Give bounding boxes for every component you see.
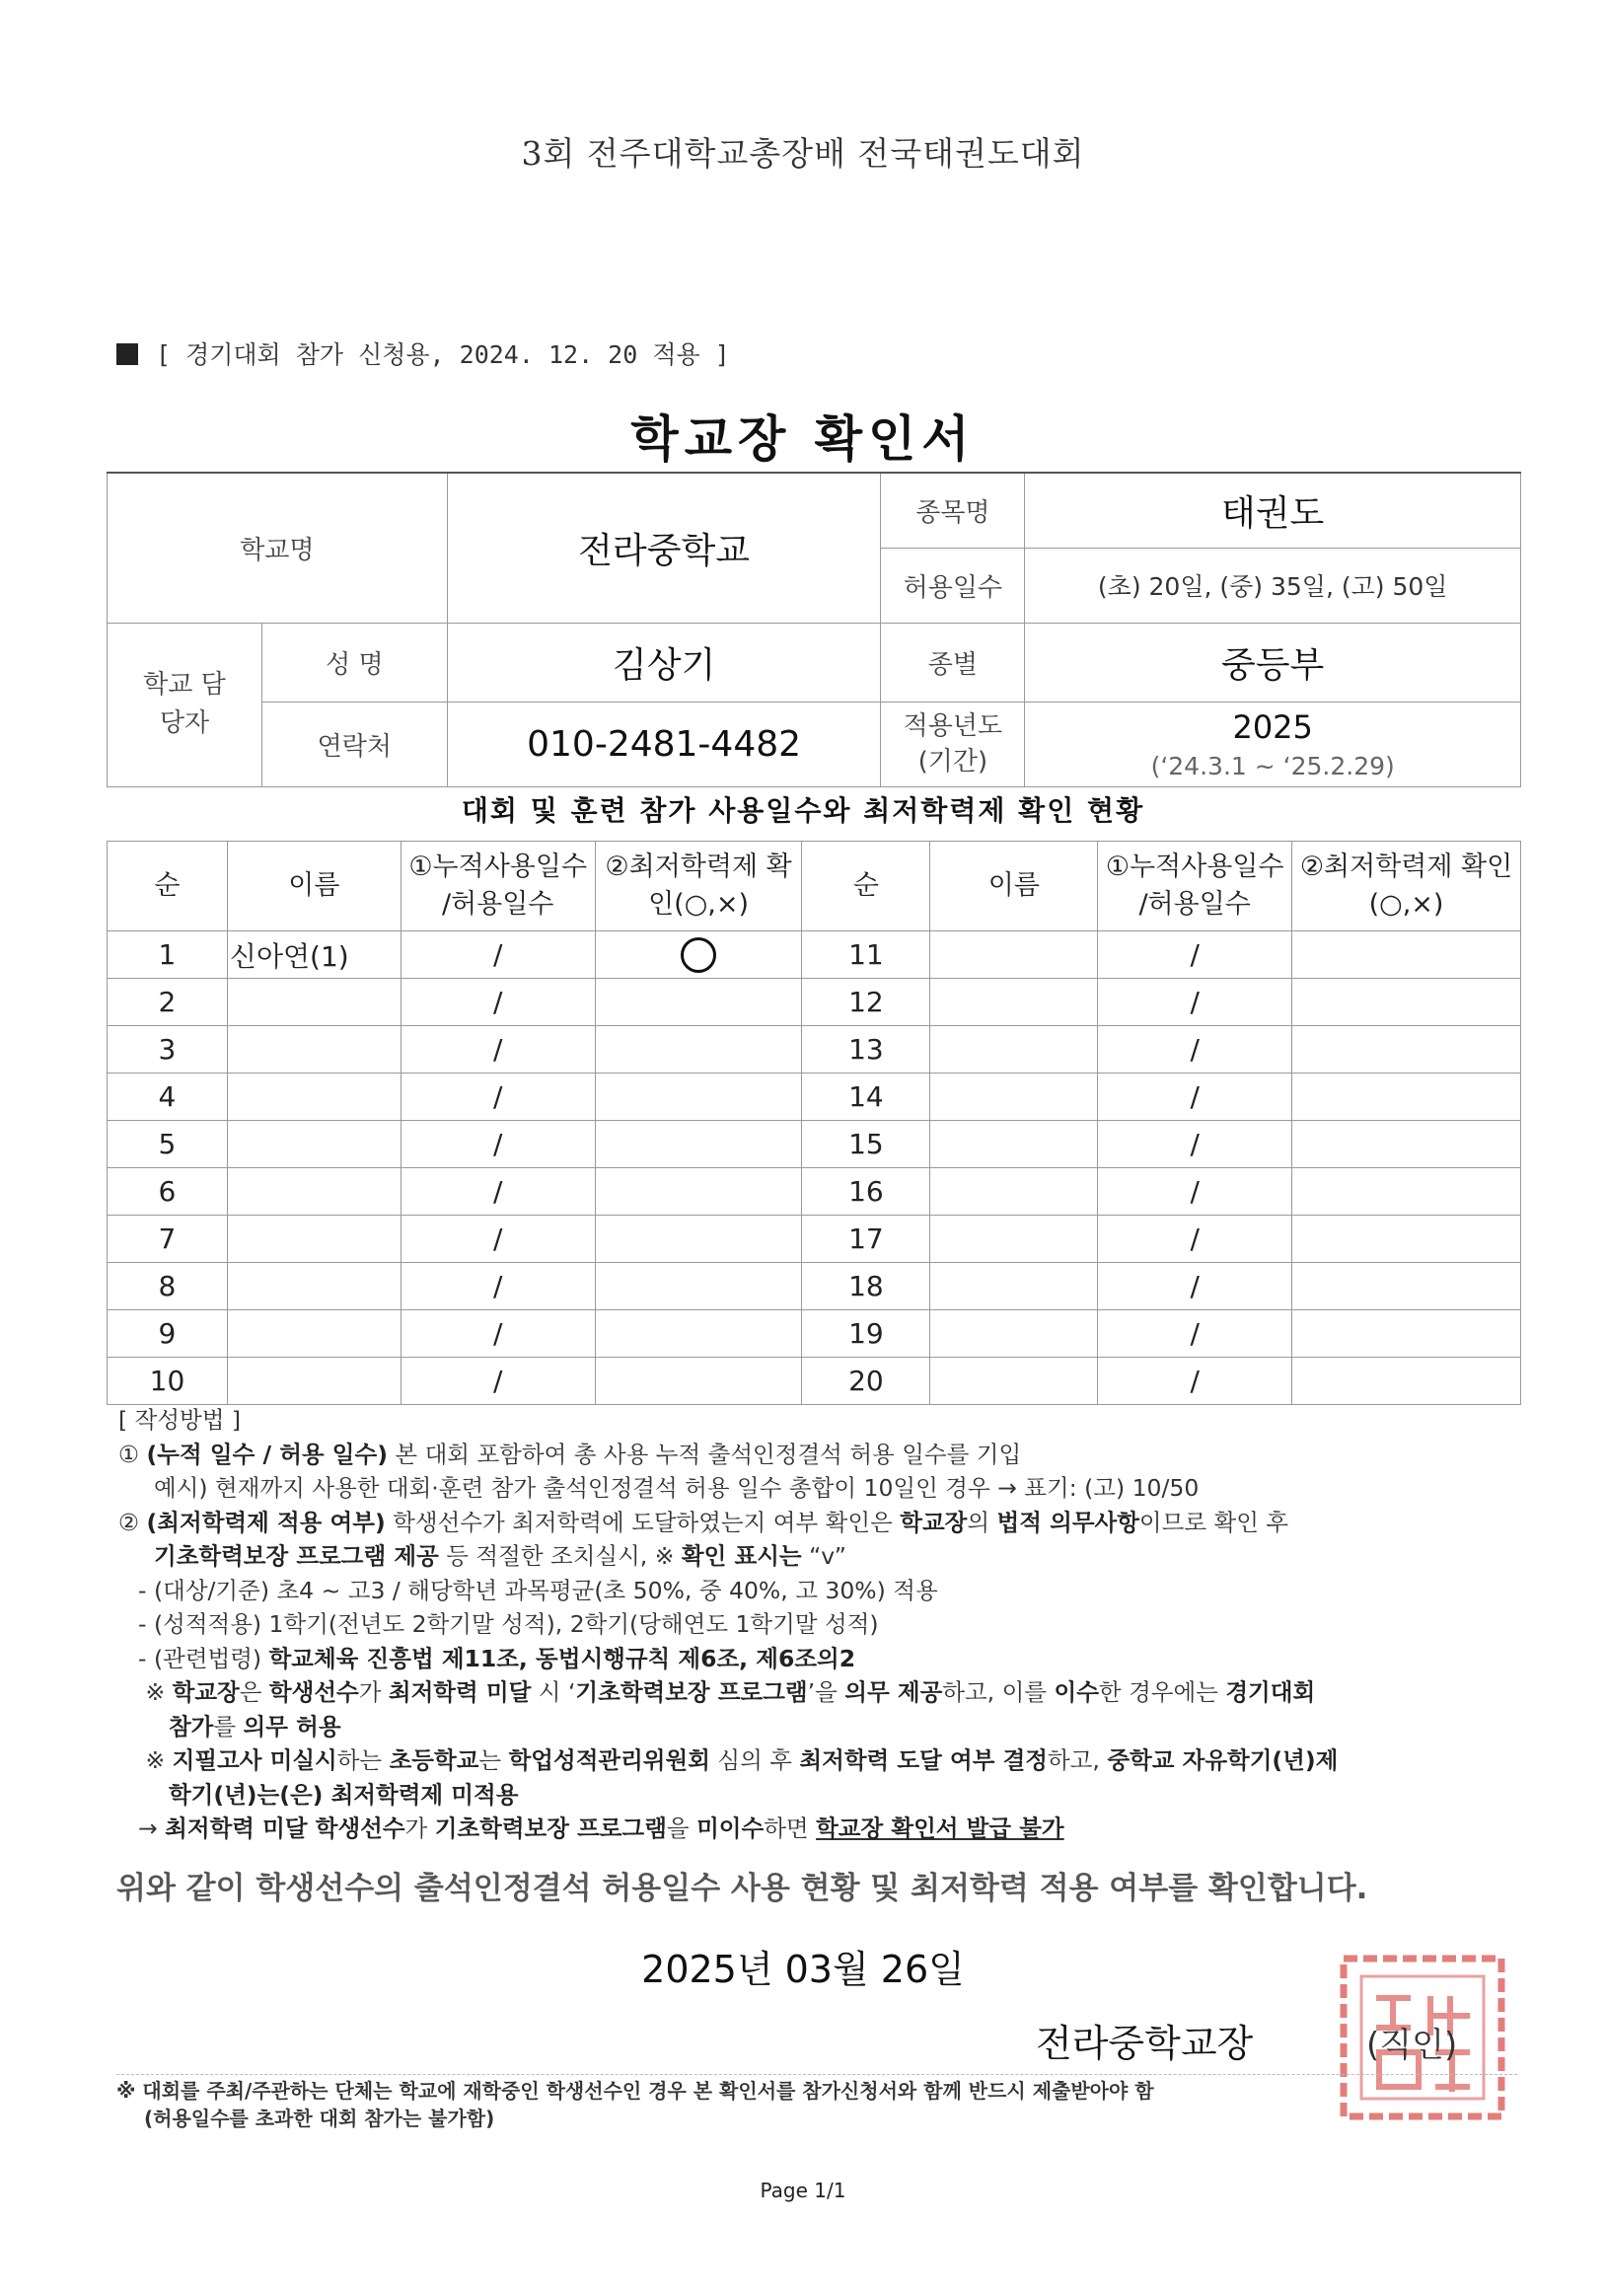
row-check-cell bbox=[595, 931, 802, 979]
table-row bbox=[108, 1121, 1521, 1168]
form-note bbox=[116, 335, 730, 371]
row-no-cell: 4 bbox=[108, 1074, 228, 1121]
row-days-cell: / bbox=[1098, 1074, 1292, 1121]
row-check-cell bbox=[595, 979, 802, 1026]
row-name-cell bbox=[930, 1263, 1098, 1310]
row-no-cell: 6 bbox=[108, 1168, 228, 1216]
row-no-cell: 2 bbox=[108, 979, 228, 1026]
row-check-cell bbox=[1292, 1121, 1521, 1168]
instruction-line: - (관련법령) 학교체육 진흥법 제11조, 동법시행규칙 제6조, 제6조의2 bbox=[138, 1644, 856, 1672]
row-days-cell: / bbox=[401, 931, 595, 979]
instruction-line: - (대상/기준) 초4 ~ 고3 / 해당학년 과목평균(초 50%, 중 40%, 고 30%) 적용 bbox=[138, 1576, 938, 1604]
row-check-cell bbox=[595, 1263, 802, 1310]
footer-divider bbox=[116, 2074, 1517, 2075]
row-name-cell bbox=[227, 1310, 401, 1358]
row-check-cell bbox=[595, 1358, 802, 1405]
row-name-cell bbox=[930, 1074, 1098, 1121]
name-label: 성 명 bbox=[261, 623, 447, 702]
row-days-cell: / bbox=[1098, 1263, 1292, 1310]
usage-table bbox=[107, 841, 1521, 1405]
division-value: 중등부 bbox=[1025, 623, 1521, 702]
row-days-cell: / bbox=[401, 1026, 595, 1074]
row-no-cell: 14 bbox=[802, 1074, 930, 1121]
header-name: 이름 bbox=[930, 842, 1098, 931]
header-no: 순 bbox=[108, 842, 228, 931]
row-name-cell bbox=[227, 979, 401, 1026]
row-days-cell: / bbox=[401, 1168, 595, 1216]
table-row bbox=[108, 1263, 1521, 1310]
instruction-line: → 최저학력 미달 학생선수가 기초학력보장 프로그램을 미이수하면 학교장 확인서 발급 불가 bbox=[138, 1815, 1064, 1842]
row-check-cell bbox=[1292, 1310, 1521, 1358]
row-days-cell: / bbox=[1098, 979, 1292, 1026]
row-name-cell bbox=[930, 931, 1098, 979]
row-days-cell: / bbox=[401, 1121, 595, 1168]
row-days-cell: / bbox=[1098, 1216, 1292, 1263]
row-no-cell: 18 bbox=[802, 1263, 930, 1310]
row-check-cell bbox=[595, 1310, 802, 1358]
instruction-line: 참가를 의무 허용 bbox=[168, 1712, 341, 1741]
header-check: ②최저학력제 확인(○,×) bbox=[1292, 842, 1521, 931]
row-no-cell: 5 bbox=[108, 1121, 228, 1168]
year-period: (‘24.3.1 ~ ‘25.2.29) bbox=[1150, 751, 1395, 780]
school-label: 학교명 bbox=[108, 473, 448, 623]
row-days-cell: / bbox=[401, 1310, 595, 1358]
table-row bbox=[108, 1310, 1521, 1358]
allowed-days-value: (초) 20일, (중) 35일, (고) 50일 bbox=[1025, 548, 1521, 623]
sport-value: 태권도 bbox=[1025, 473, 1521, 548]
row-no-cell: 13 bbox=[802, 1026, 930, 1074]
row-name-cell bbox=[227, 1358, 401, 1405]
year-label: 적용년도 (기간) bbox=[881, 702, 1025, 786]
seal-label: (직인) bbox=[1366, 2026, 1458, 2065]
row-name-cell bbox=[930, 1168, 1098, 1216]
row-name-cell bbox=[930, 1216, 1098, 1263]
contact-value: 010-2481-4482 bbox=[447, 702, 881, 786]
row-name-cell bbox=[930, 1121, 1098, 1168]
row-check-cell bbox=[1292, 1216, 1521, 1263]
principal-title: 전라중학교장 bbox=[1036, 2022, 1254, 2065]
instruction-line: ① (누적 일수 / 허용 일수) 본 대회 포함하여 총 사용 누적 출석인정결석 허용 일수를 기입 bbox=[118, 1440, 1022, 1468]
row-days-cell: / bbox=[401, 1216, 595, 1263]
issue-date: 2025년 03월 26일 bbox=[641, 1948, 965, 1991]
row-check-cell bbox=[1292, 979, 1521, 1026]
school-value: 전라중학교 bbox=[447, 473, 881, 623]
instruction-line: ② (최저학력제 적용 여부) 학생선수가 최저학력에 도달하였는지 여부 확인은 학교장의 법적 의무사항이므로 확인 후 bbox=[118, 1508, 1289, 1536]
row-name-cell bbox=[930, 1358, 1098, 1405]
section-title: 대회 및 훈련 참가 사용일수와 최저학력제 확인 현황 bbox=[461, 794, 1145, 827]
row-no-cell: 7 bbox=[108, 1216, 228, 1263]
footer-note-line-1: ※ 대회를 주최/주관하는 단체는 학교에 재학중인 학생선수인 경우 본 확인서를 참가신청서와 함께 반드시 제출받아야 함 bbox=[116, 2079, 1154, 2103]
row-check-cell bbox=[595, 1074, 802, 1121]
row-no-cell: 15 bbox=[802, 1121, 930, 1168]
row-name-cell bbox=[227, 1026, 401, 1074]
instruction-line: 예시) 현재까지 사용한 대회·훈련 참가 출석인정결석 허용 일수 총합이 10일인 경우 → 표기: (고) 10/50 bbox=[154, 1474, 1200, 1502]
row-days-cell: / bbox=[401, 1074, 595, 1121]
row-no-cell: 20 bbox=[802, 1358, 930, 1405]
row-days-cell: / bbox=[401, 1358, 595, 1405]
event-title: 3회 전주대학교총장배 전국태권도대회 bbox=[521, 134, 1085, 173]
instruction-line: 기초학력보장 프로그램 제공 등 적절한 조치실시, ※ 확인 표시는 “v” bbox=[154, 1542, 846, 1570]
row-no-cell: 10 bbox=[108, 1358, 228, 1405]
instruction-line: 학기(년)는(은) 최저학력제 미적용 bbox=[168, 1780, 519, 1809]
row-no-cell: 9 bbox=[108, 1310, 228, 1358]
contact-label: 연락처 bbox=[261, 702, 447, 786]
header-days: ①누적사용일수 /허용일수 bbox=[1098, 842, 1292, 931]
row-check-cell bbox=[595, 1026, 802, 1074]
instruction-line: - (성적적용) 1학기(전년도 2학기말 성적), 2학기(당해연도 1학기말 성적) bbox=[138, 1610, 879, 1638]
row-check-cell bbox=[595, 1216, 802, 1263]
info-table bbox=[107, 472, 1521, 787]
document-title: 학교장 확인서 bbox=[630, 410, 976, 468]
row-check-cell bbox=[595, 1121, 802, 1168]
form-note-text: [ 경기대회 참가 신청용, 2024. 12. 20 적용 ] bbox=[156, 340, 730, 369]
year-cell bbox=[1025, 702, 1521, 786]
header-days: ①누적사용일수 /허용일수 bbox=[401, 842, 595, 931]
usage-table-body bbox=[108, 931, 1521, 1405]
row-check-cell bbox=[1292, 1168, 1521, 1216]
row-days-cell: / bbox=[1098, 1168, 1292, 1216]
table-row bbox=[108, 931, 1521, 979]
row-days-cell: / bbox=[1098, 1026, 1292, 1074]
usage-table-header bbox=[108, 842, 1521, 931]
manager-label: 학교 담당자 bbox=[108, 623, 262, 786]
writing-instructions bbox=[118, 1403, 1519, 1846]
footer-note bbox=[116, 2077, 1517, 2132]
table-row bbox=[108, 979, 1521, 1026]
row-name-cell: 신아연(1) bbox=[227, 931, 401, 979]
row-check-cell bbox=[1292, 931, 1521, 979]
year-value: 2025 bbox=[1232, 707, 1313, 746]
table-row bbox=[108, 1358, 1521, 1405]
row-name-cell bbox=[227, 1074, 401, 1121]
row-check-cell bbox=[1292, 1358, 1521, 1405]
sport-label: 종목명 bbox=[881, 473, 1025, 548]
row-no-cell: 12 bbox=[802, 979, 930, 1026]
table-row bbox=[108, 1026, 1521, 1074]
page-number: Page 1/1 bbox=[760, 2179, 846, 2202]
row-name-cell bbox=[227, 1168, 401, 1216]
row-days-cell: / bbox=[1098, 1310, 1292, 1358]
row-name-cell bbox=[227, 1121, 401, 1168]
row-days-cell: / bbox=[1098, 931, 1292, 979]
row-check-cell bbox=[1292, 1026, 1521, 1074]
row-name-cell bbox=[227, 1263, 401, 1310]
name-value: 김상기 bbox=[447, 623, 881, 702]
division-label: 종별 bbox=[881, 623, 1025, 702]
header-no: 순 bbox=[802, 842, 930, 931]
table-row bbox=[108, 1074, 1521, 1121]
circle-check-mark-icon bbox=[681, 937, 716, 973]
instruction-line: [ 작성방법 ] bbox=[118, 1406, 242, 1434]
row-days-cell: / bbox=[401, 1263, 595, 1310]
row-check-cell bbox=[1292, 1074, 1521, 1121]
row-no-cell: 16 bbox=[802, 1168, 930, 1216]
table-row bbox=[108, 1216, 1521, 1263]
row-check-cell bbox=[1292, 1263, 1521, 1310]
row-name-cell bbox=[930, 979, 1098, 1026]
footer-note-line-2: (허용일수를 초과한 대회 참가는 불가함) bbox=[144, 2107, 495, 2130]
row-name-cell bbox=[930, 1026, 1098, 1074]
row-days-cell: / bbox=[1098, 1121, 1292, 1168]
row-name-cell bbox=[930, 1310, 1098, 1358]
row-no-cell: 11 bbox=[802, 931, 930, 979]
row-no-cell: 17 bbox=[802, 1216, 930, 1263]
row-no-cell: 1 bbox=[108, 931, 228, 979]
row-name-cell bbox=[227, 1216, 401, 1263]
allowed-days-label: 허용일수 bbox=[881, 548, 1025, 623]
square-bullet-icon bbox=[116, 343, 138, 365]
instruction-line: ※ 지필고사 미실시하는 초등학교는 학업성적관리위원회 심의 후 최저학력 도달 여부 결정하고, 중학교 자유학기(년)제 bbox=[138, 1746, 1339, 1774]
header-name: 이름 bbox=[227, 842, 401, 931]
row-no-cell: 3 bbox=[108, 1026, 228, 1074]
instruction-line: ※ 학교장은 학생선수가 최저학력 미달 시 ‘기초학력보장 프로그램’을 의무 제공하고, 이를 이수한 경우에는 경기대회 bbox=[138, 1678, 1316, 1706]
row-no-cell: 19 bbox=[802, 1310, 930, 1358]
row-no-cell: 8 bbox=[108, 1263, 228, 1310]
confirmation-statement: 위와 같이 학생선수의 출석인정결석 허용일수 사용 현황 및 최저학력 적용 여부를 확인합니다. bbox=[116, 1871, 1368, 1906]
table-row bbox=[108, 1168, 1521, 1216]
row-days-cell: / bbox=[1098, 1358, 1292, 1405]
row-check-cell bbox=[595, 1168, 802, 1216]
row-days-cell: / bbox=[401, 979, 595, 1026]
header-check: ②최저학력제 확인(○,×) bbox=[595, 842, 802, 931]
